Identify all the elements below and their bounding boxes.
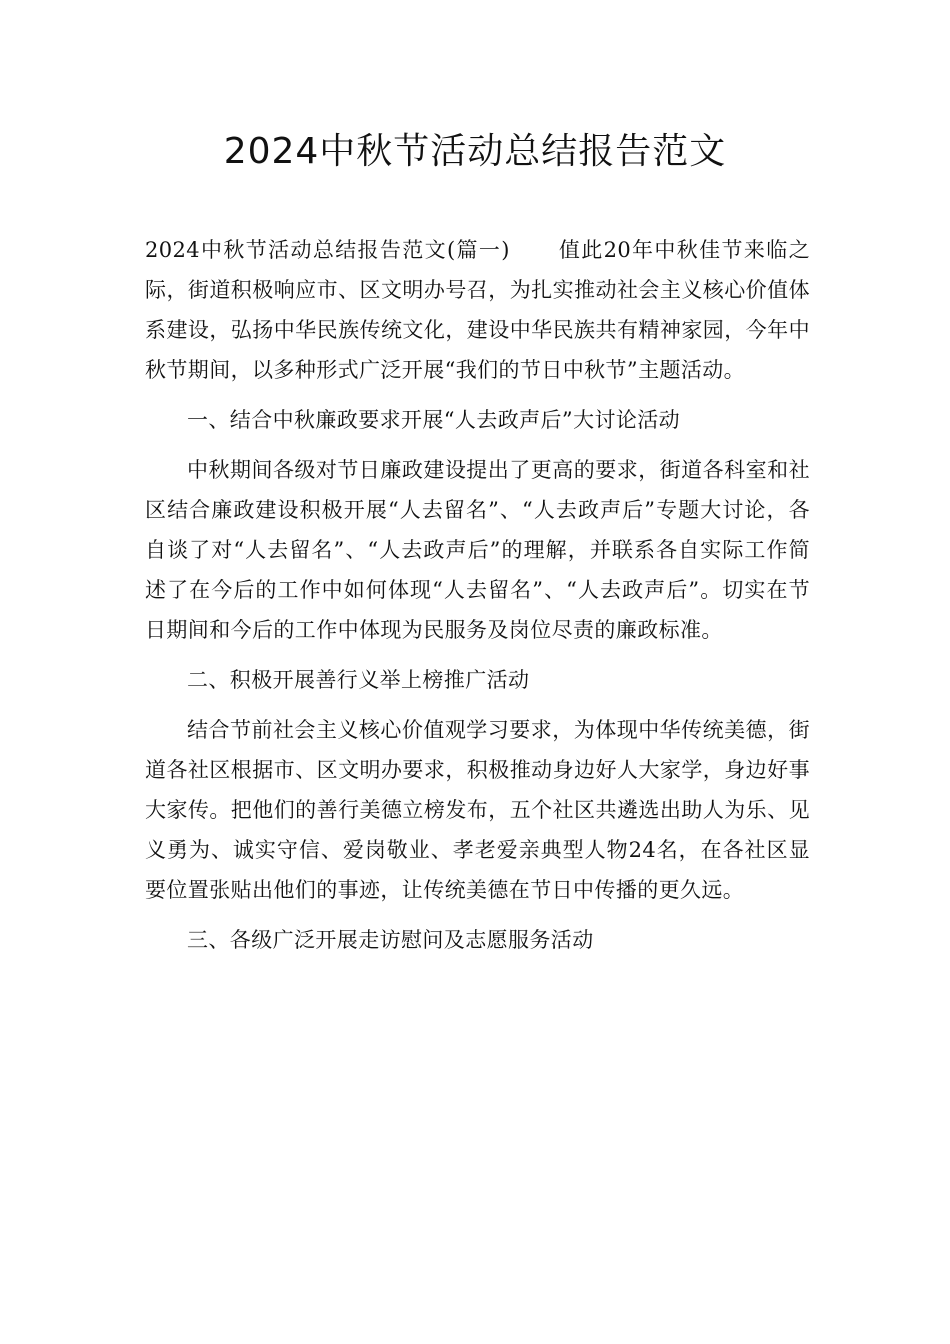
- section-1-heading: 一、结合中秋廉政要求开展“人去政声后”大讨论活动: [187, 408, 681, 432]
- section-2-heading: 二、积极开展善行义举上榜推广活动: [187, 668, 530, 692]
- intro-text: 值此20年中秋佳节来临之际，街道积极响应市、区文明办号召，为扎实推动社会主义核心价值体系建设，弘扬中华民族传统文化，建设中华民族共有精神家园，今年中秋节期间，以多种形式广泛开展“我们的节日中秋节”主题活动。: [145, 238, 810, 382]
- section-3-heading: 三、各级广泛开展走访慰问及志愿服务活动: [187, 928, 594, 952]
- intro-label: 2024中秋节活动总结报告范文(篇一): [145, 238, 510, 262]
- section-1-paragraph: 中秋期间各级对节日廉政建设提出了更高的要求，街道各科室和社区结合廉政建设积极开展“人去留名”、“人去政声后”专题大讨论，各自谈了对“人去留名”、“人去政声后”的理解，并联系各自实际工作简述了在今后的工作中如何体现“人去留名”、“人去政声后”。切实在节日期间和今后的工作中体现为民服务及岗位尽责的廉政标准。: [145, 458, 810, 642]
- document-body: [145, 230, 810, 970]
- intro-paragraph: [145, 230, 810, 390]
- section-2-paragraph: 结合节前社会主义核心价值观学习要求，为体现中华传统美德，街道各社区根据市、区文明办要求，积极推动身边好人大家学，身边好事大家传。把他们的善行美德立榜发布，五个社区共遴选出助人为乐、见义勇为、诚实守信、爱岗敬业、孝老爱亲典型人物24名，在各社区显要位置张贴出他们的事迹，让传统美德在节日中传播的更久远。: [145, 718, 810, 902]
- document-title: 2024中秋节活动总结报告范文: [223, 131, 727, 172]
